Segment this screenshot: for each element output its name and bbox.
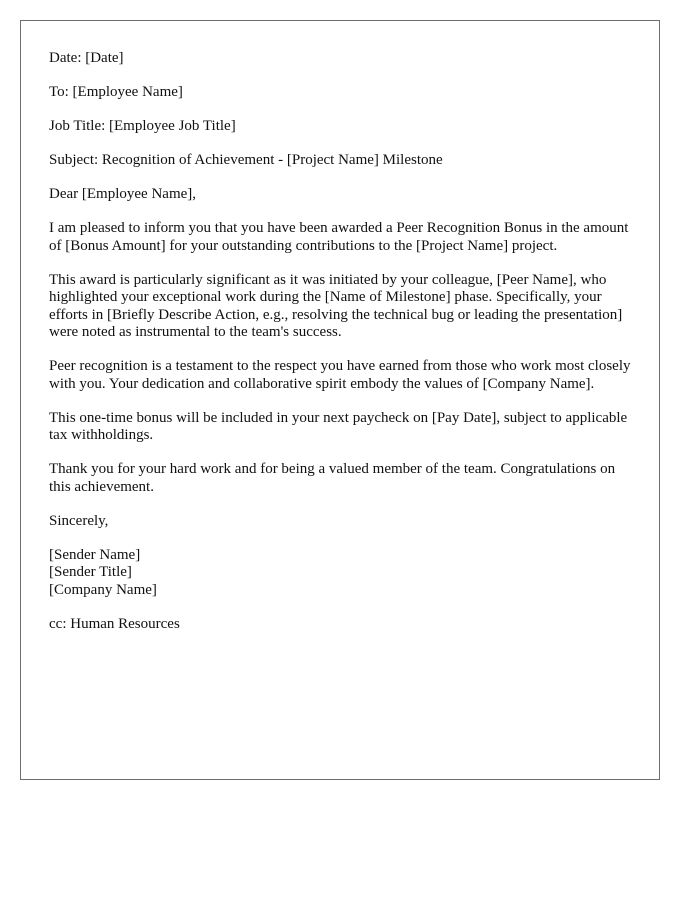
- cc-line: cc: Human Resources: [49, 615, 180, 632]
- sender-name: [Sender Name]: [49, 546, 141, 563]
- subject-line: Subject: Recognition of Achievement - [Project Name] Milestone: [49, 152, 443, 168]
- sender-title: [Sender Title]: [49, 564, 132, 580]
- body-paragraph-award: I am pleased to inform you that you have been awarded a Peer Recognition Bonus in the amount of [Bonus Amount] for your outstanding contributions to the [Project Name] project.: [49, 220, 629, 254]
- body-paragraph-payment: This one-time bonus will be included in your next paycheck on [Pay Date], subject to applicable tax withholdings.: [49, 409, 628, 443]
- letter-page: [20, 20, 660, 780]
- body-paragraph-thanks: Thank you for your hard work and for being a valued member of the team. Congratulations on this achievement.: [49, 461, 616, 495]
- sender-company: [Company Name]: [49, 581, 157, 598]
- date-line: Date: [Date]: [49, 50, 124, 66]
- closing: Sincerely,: [49, 512, 109, 529]
- salutation: Dear [Employee Name],: [49, 186, 197, 202]
- job-title-line: Job Title: [Employee Job Title]: [49, 118, 236, 134]
- signature-block: [49, 547, 631, 600]
- recipient-line: To: [Employee Name]: [49, 84, 183, 100]
- body-paragraph-peer-recognition: Peer recognition is a testament to the respect you have earned from those who work most closely with you. Your dedication and collaborative spirit embody the values of [Company Name].: [49, 358, 631, 392]
- body-paragraph-significance: This award is particularly significant as it was initiated by your colleague, [Peer Name], who highlighted your exceptional work during the [Name of Milestone] phase. Specifically, your efforts in [Briefly Describe Action, e.g., resolving the technical bug or leading the presentation] were noted as instrumental to the team's success.: [49, 271, 623, 340]
